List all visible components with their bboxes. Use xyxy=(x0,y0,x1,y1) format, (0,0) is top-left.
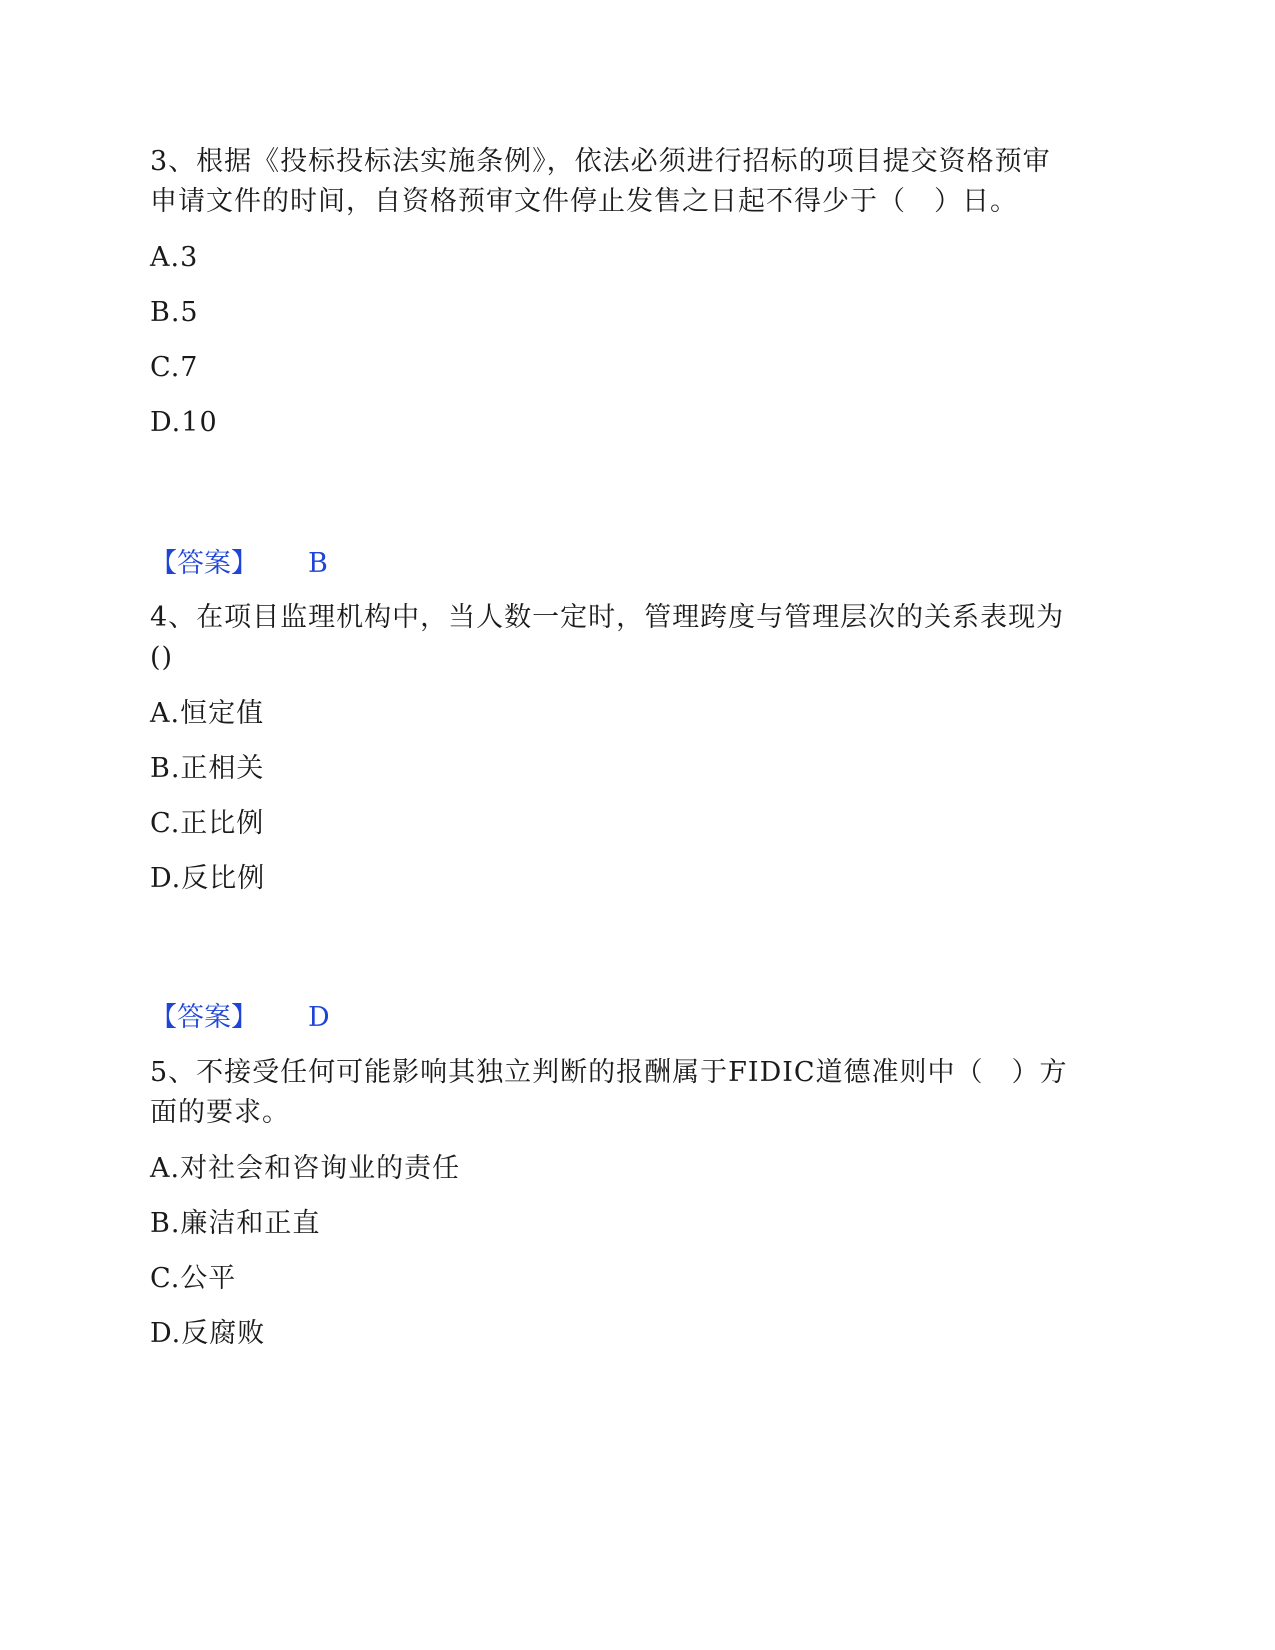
question-stem-line: 5、不接受任何可能影响其独立判断的报酬属于FIDIC道德准则中（ ）方 xyxy=(150,1057,1068,1088)
option-a: A.3 xyxy=(150,242,199,273)
question-4 xyxy=(150,598,1100,899)
question-stem-line: 4、在项目监理机构中，当人数一定时，管理跨度与管理层次的关系表现为 xyxy=(150,602,1065,633)
answer-line xyxy=(150,544,328,584)
answer-line xyxy=(150,998,330,1038)
question-5 xyxy=(150,1053,1100,1354)
question-stem-line: 申请文件的时间，自资格预审文件停止发售之日起不得少于（ ）日。 xyxy=(150,186,1018,217)
option-a: A.对社会和咨询业的责任 xyxy=(150,1153,461,1184)
question-stem-line: () xyxy=(150,642,174,673)
option-b: B.正相关 xyxy=(150,753,265,784)
option-d: D.10 xyxy=(150,407,218,438)
option-d: D.反腐败 xyxy=(150,1318,266,1349)
option-a: A.恒定值 xyxy=(150,698,265,729)
answer-label: 【答案】 xyxy=(150,1002,258,1033)
option-c: C.7 xyxy=(150,352,199,383)
option-b: B.廉洁和正直 xyxy=(150,1208,321,1239)
option-c: C.正比例 xyxy=(150,808,265,839)
option-d: D.反比例 xyxy=(150,863,266,894)
answer-value: D xyxy=(308,1002,330,1033)
answer-value: B xyxy=(308,548,328,579)
question-stem-line: 面的要求。 xyxy=(150,1097,290,1128)
option-b: B.5 xyxy=(150,297,199,328)
answer-label: 【答案】 xyxy=(150,548,258,579)
question-3 xyxy=(150,142,1100,443)
option-c: C.公平 xyxy=(150,1263,237,1294)
question-stem-line: 3、根据《投标投标法实施条例》，依法必须进行招标的项目提交资格预审 xyxy=(150,146,1051,177)
